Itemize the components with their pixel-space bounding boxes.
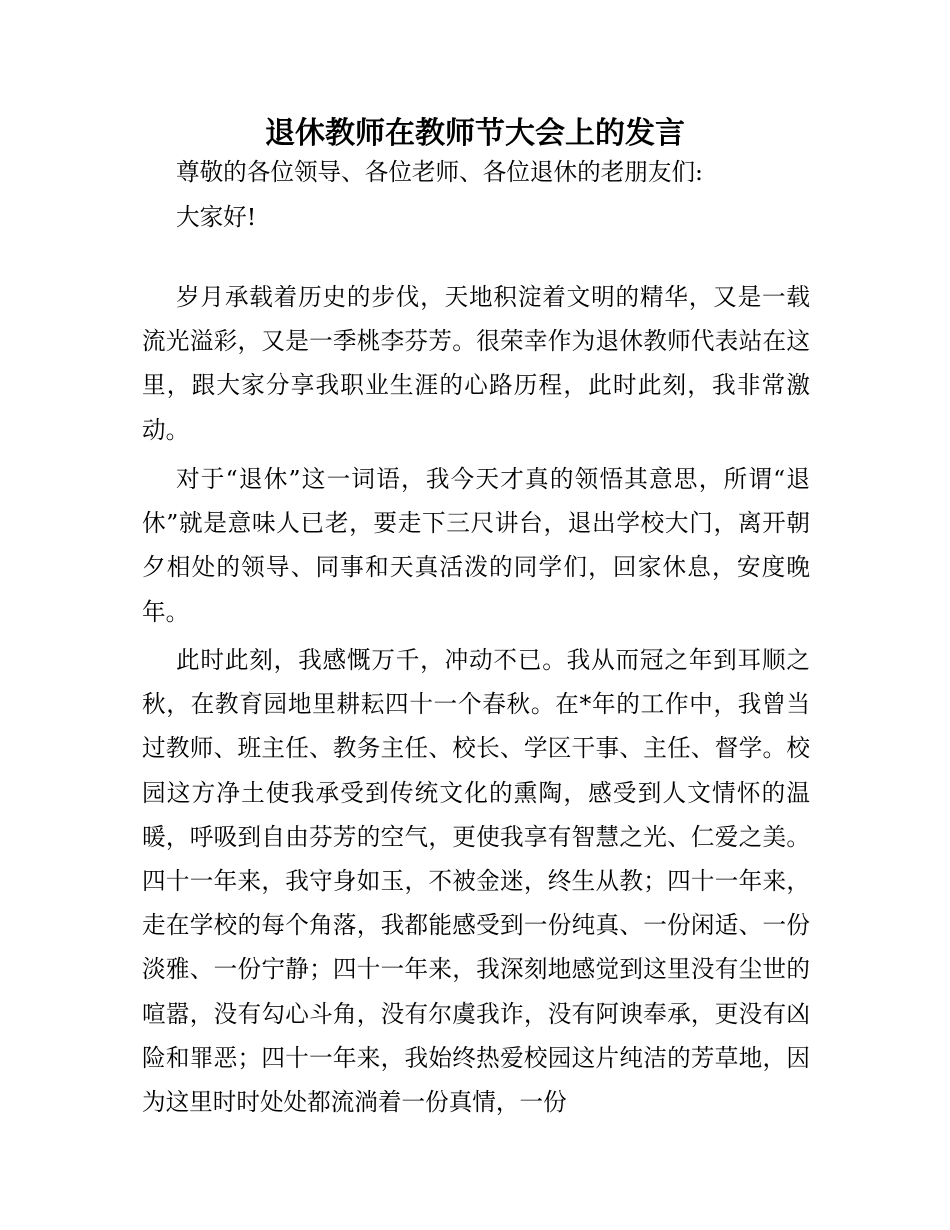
document-title: 退休教师在教师节大会上的发言 <box>265 116 685 151</box>
greeting: 大家好! <box>176 203 257 231</box>
paragraph-1: 岁月承载着历史的步伐，天地积淀着文明的精华，又是一载流光溢彩，又是一季桃李芬芳。很荣幸作为退休教师代表站在这里，跟大家分享我职业生涯的心路历程，此时此刻，我非常激动。 <box>142 283 810 444</box>
salutation: 尊敬的各位领导、各位老师、各位退休的老朋友们: <box>176 158 704 186</box>
paragraph-3: 此时此刻，我感慨万千，冲动不已。我从而冠之年到耳顺之秋，在教育园地里耕耘四十一个春秋。在*年的工作中，我曾当过教师、班主任、教务主任、校长、学区干事、主任、督学。校园这方净土使我承受到传统文化的熏陶，感受到人文情怀的温暖，呼吸到自由芬芳的空气，更使我享有智慧之光、仁爱之美。四十一年来，我守身如玉，不被金迷，终生从教；四十一年来，走在学校的每个角落，我都能感受到一份纯真、一份闲适、一份淡雅、一份宁静；四十一年来，我深刻地感觉到这里没有尘世的喧嚣，没有勾心斗角，没有尔虞我诈，没有阿谀奉承，更没有凶险和罪恶；四十一年来，我始终热爱校园这片纯洁的芳草地，因为这里时时处处都流淌着一份真情，一份 <box>142 646 810 1117</box>
paragraph-2: 对于“退休”这一词语，我今天才真的领悟其意思，所谓“退休”就是意味人已老，要走下三尺讲台，退出学校大门，离开朝夕相处的领导、同事和天真活泼的同学们，回家休息，安度晚年。 <box>142 465 810 626</box>
